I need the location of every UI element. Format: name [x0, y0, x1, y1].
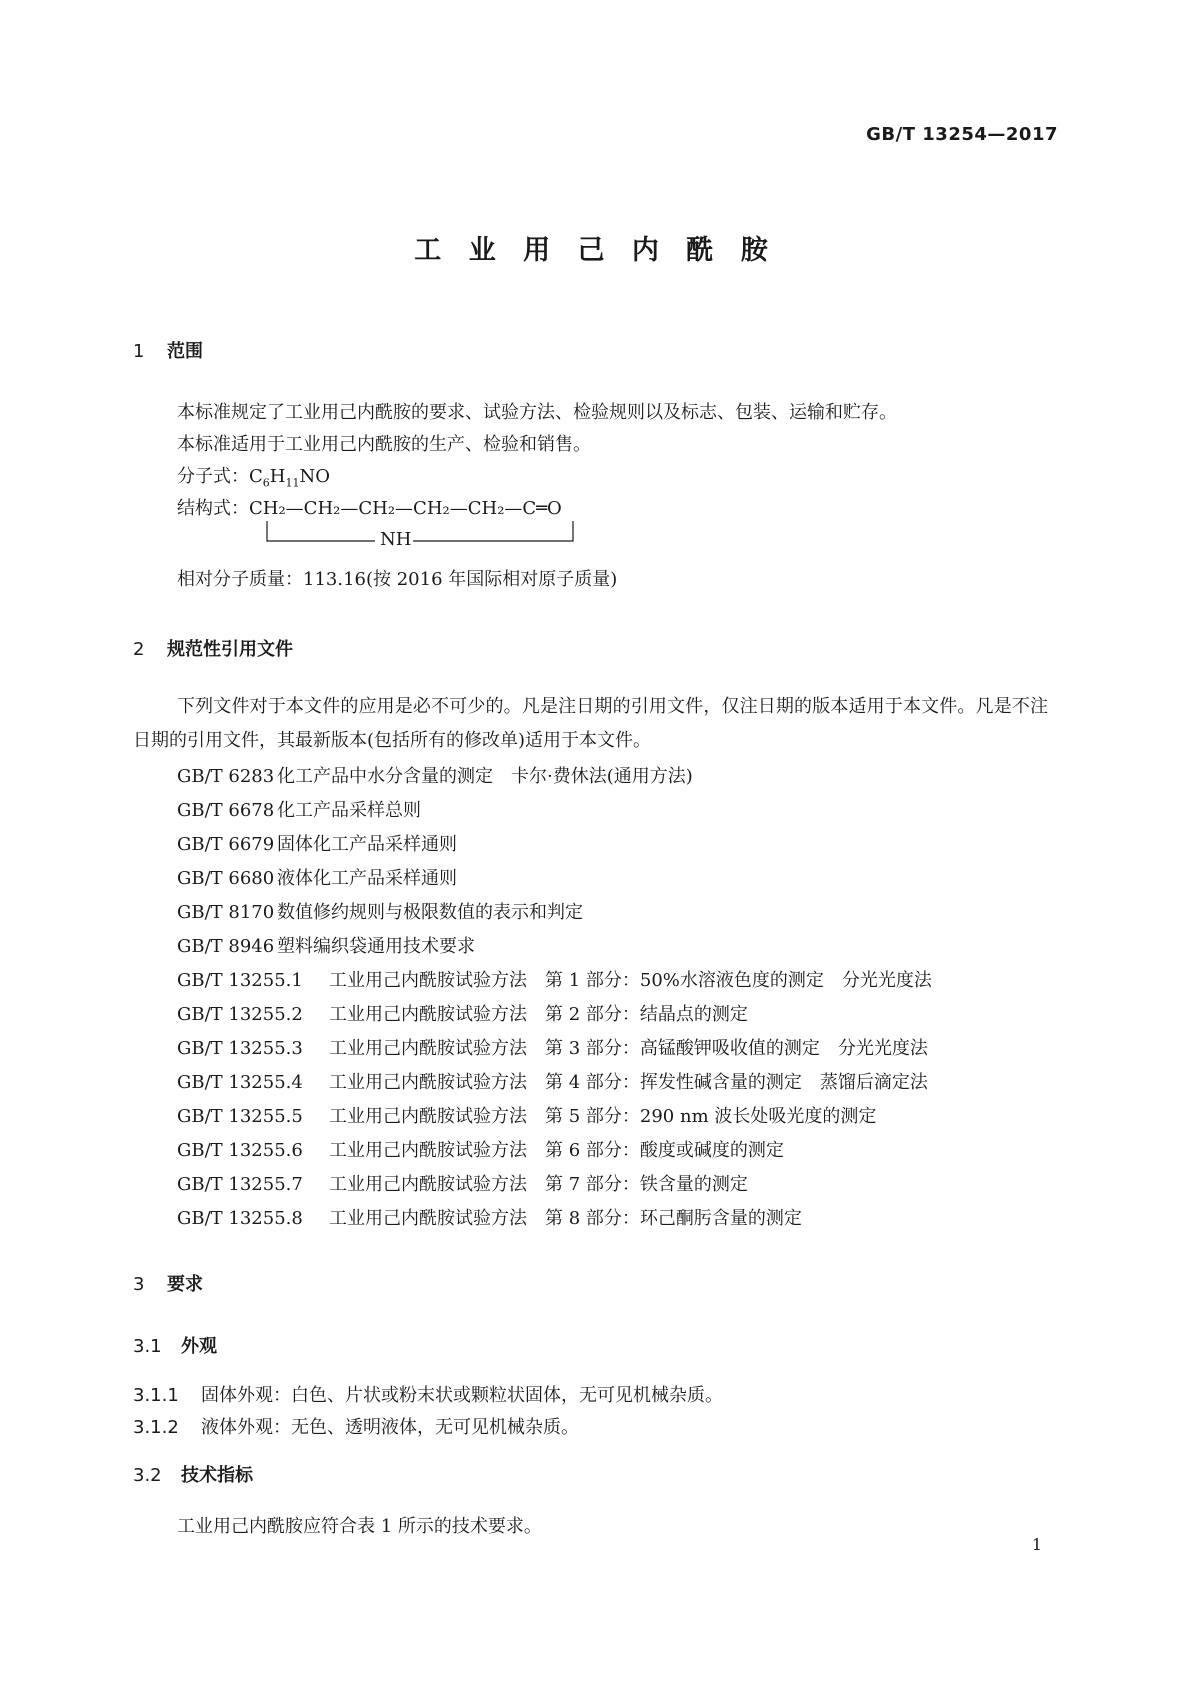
- ref-item: [177, 966, 932, 992]
- ref-code: GB/T 8170: [177, 902, 275, 923]
- ref-item: [177, 830, 457, 856]
- ref-item: [177, 932, 475, 958]
- ref-title: 化工产品中水分含量的测定 卡尔·费休法(通用方法): [277, 766, 693, 787]
- ref-code: GB/T 13255.3: [177, 1038, 303, 1059]
- structural-formula: [177, 494, 562, 520]
- ref-title: 塑料编织袋通用技术要求: [277, 936, 475, 957]
- ref-title: 数值修约规则与极限数值的表示和判定: [277, 902, 583, 923]
- section-title: 要求: [167, 1274, 203, 1295]
- ref-item: [177, 1136, 784, 1162]
- ref-code: GB/T 13255.5: [177, 1106, 303, 1127]
- ref-item: [177, 1204, 802, 1230]
- ref-title: 固体化工产品采样通则: [277, 834, 457, 855]
- section-3-1-heading: [133, 1332, 217, 1358]
- section-number: 3.1: [133, 1336, 162, 1357]
- ref-code: GB/T 6680: [177, 868, 275, 889]
- ref-title: 工业用己内酰胺试验方法 第 4 部分：挥发性碱含量的测定 蒸馏后滴定法: [329, 1072, 928, 1093]
- ref-item: [177, 796, 421, 822]
- ref-item: [177, 1102, 876, 1128]
- refs-intro: 下列文件对于本文件的应用是必不可少的。凡是注日期的引用文件，仅注日期的版本适用于本文件。凡是不注日期的引用文件，其最新版本(包括所有的修改单)适用于本文件。: [133, 696, 1048, 751]
- ref-code: GB/T 13255.6: [177, 1140, 303, 1161]
- scope-paragraph-1: 本标准规定了工业用己内酰胺的要求、试验方法、检验规则以及标志、包装、运输和贮存。: [177, 402, 897, 423]
- ref-code: GB/T 8946: [177, 936, 275, 957]
- ref-code: GB/T 13255.1: [177, 970, 303, 991]
- ref-title: 液体化工产品采样通则: [277, 868, 457, 889]
- ref-item: [177, 864, 457, 890]
- ref-item: [177, 1000, 748, 1026]
- ref-title: 工业用己内酰胺试验方法 第 1 部分：50%水溶液色度的测定 分光光度法: [329, 970, 932, 991]
- ref-title: 工业用己内酰胺试验方法 第 5 部分：290 nm 波长处吸光度的测定: [329, 1106, 877, 1127]
- ref-item: [177, 898, 583, 924]
- scope-paragraph-2: 本标准适用于工业用己内酰胺的生产、检验和销售。: [177, 434, 591, 455]
- ref-title: 工业用己内酰胺试验方法 第 8 部分：环己酮肟含量的测定: [329, 1208, 802, 1229]
- standard-code: GB/T 13254—2017: [866, 124, 1058, 145]
- ref-code: GB/T 13255.7: [177, 1174, 303, 1195]
- ref-code: GB/T 6679: [177, 834, 275, 855]
- ref-title: 工业用己内酰胺试验方法 第 3 部分：高锰酸钾吸收值的测定 分光光度法: [329, 1038, 928, 1059]
- section-3-2-heading: [133, 1461, 253, 1487]
- section-3-heading: [133, 1270, 203, 1296]
- ref-code: GB/T 6678: [177, 800, 275, 821]
- clause-text: 液体外观：无色、透明液体，无可见机械杂质。: [201, 1417, 579, 1438]
- section-title: 外观: [181, 1336, 217, 1357]
- ref-title: 化工产品采样总则: [277, 800, 421, 821]
- section-1-heading: [133, 337, 203, 363]
- section-number: 1: [133, 341, 145, 362]
- ref-item: [177, 762, 693, 788]
- relative-molecular-mass: 相对分子质量：113.16(按 2016 年国际相对原子质量): [177, 569, 618, 590]
- ref-code: GB/T 13255.4: [177, 1072, 303, 1093]
- formula-h-sub: 11: [285, 476, 300, 490]
- section-title: 范围: [167, 341, 203, 362]
- ref-code: GB/T 13255.8: [177, 1208, 303, 1229]
- clause-number: 3.1.2: [133, 1417, 179, 1438]
- clause-text: 固体外观：白色、片状或粉末状或颗粒状固体，无可见机械杂质。: [201, 1385, 723, 1406]
- section-title: 技术指标: [181, 1465, 253, 1486]
- appearance-liquid: [133, 1413, 579, 1439]
- section-2-heading: [133, 635, 293, 661]
- clause-number: 3.1.1: [133, 1385, 179, 1406]
- structure-ring-bracket: [265, 519, 585, 553]
- formula-label: 分子式：: [177, 466, 249, 487]
- ref-title: 工业用己内酰胺试验方法 第 7 部分：铁含量的测定: [329, 1174, 748, 1195]
- ref-title: 工业用己内酰胺试验方法 第 2 部分：结晶点的测定: [329, 1004, 748, 1025]
- ref-item: [177, 1068, 928, 1094]
- ref-item: [177, 1170, 748, 1196]
- formula-rest: NO: [299, 466, 330, 487]
- appearance-solid: [133, 1381, 723, 1407]
- tech-requirement-text: 工业用己内酰胺应符合表 1 所示的技术要求。: [177, 1516, 542, 1537]
- document-title: 工 业 用 己 内 酰 胺: [414, 235, 777, 266]
- struct-label: 结构式：: [177, 498, 249, 519]
- struct-nh: NH: [380, 529, 412, 550]
- page-number: 1: [1031, 1535, 1042, 1554]
- molecular-formula: [177, 462, 330, 490]
- section-number: 3: [133, 1274, 145, 1295]
- ref-title: 工业用己内酰胺试验方法 第 6 部分：酸度或碱度的测定: [329, 1140, 784, 1161]
- formula-c: C: [249, 466, 263, 487]
- section-number: 2: [133, 639, 145, 660]
- formula-c-sub: 6: [262, 476, 270, 490]
- ref-code: GB/T 6283: [177, 766, 275, 787]
- section-title: 规范性引用文件: [167, 639, 293, 660]
- struct-chain: CH₂—CH₂—CH₂—CH₂—CH₂—C═O: [249, 498, 562, 519]
- ref-code: GB/T 13255.2: [177, 1004, 303, 1025]
- section-number: 3.2: [133, 1465, 162, 1486]
- ref-item: [177, 1034, 928, 1060]
- formula-h: H: [269, 466, 286, 487]
